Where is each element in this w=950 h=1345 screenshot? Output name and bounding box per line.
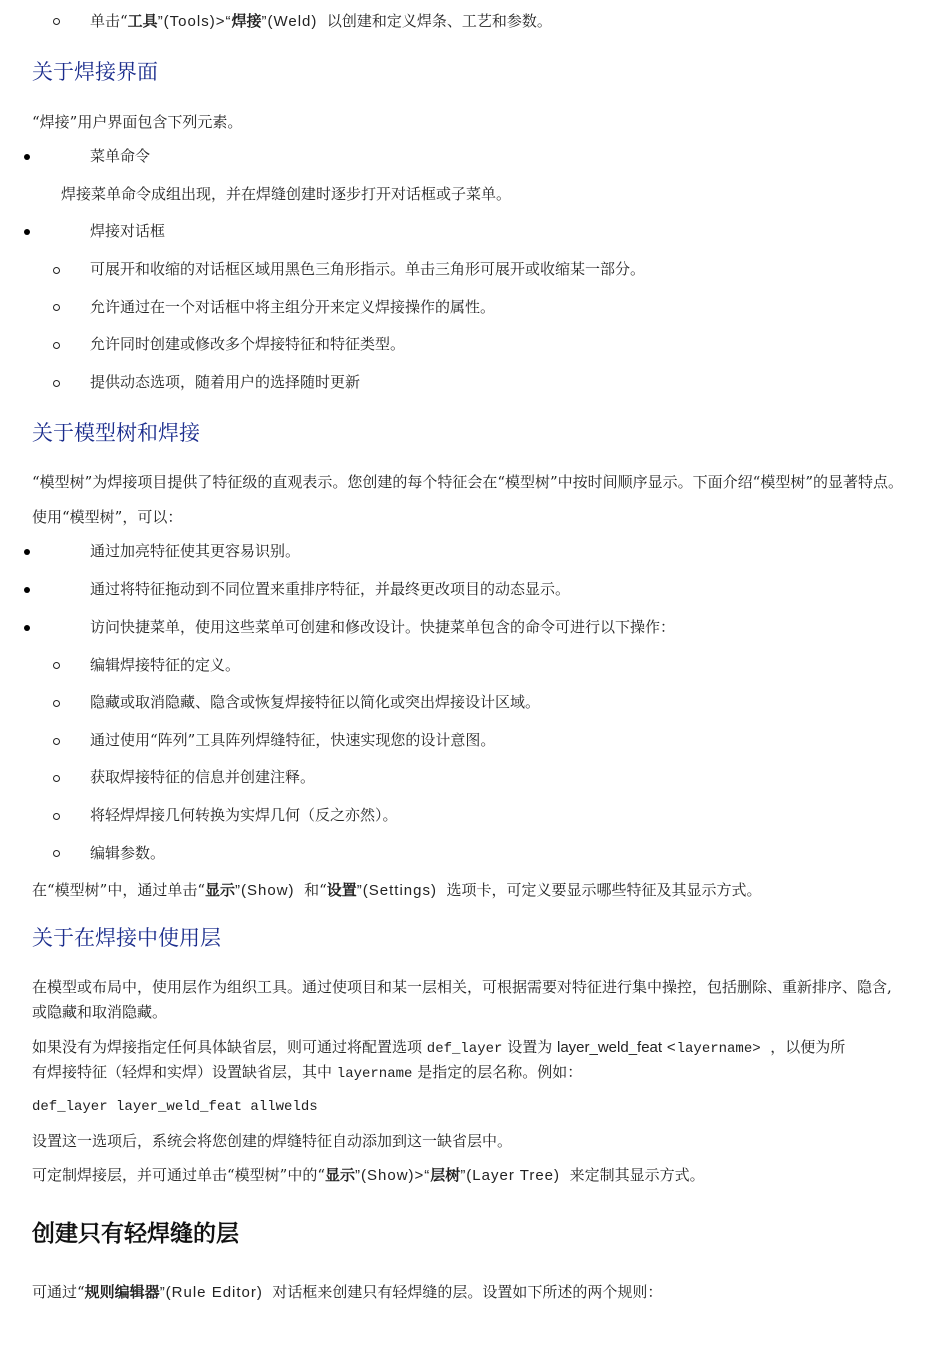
dialog-item: 允许通过在一个对话框中将主组分开来定义焊接操作的属性。 <box>90 298 496 316</box>
disc-bullet-icon <box>24 229 30 235</box>
shortcut-item: 获取焊接特征的信息并创建注释。 <box>90 768 316 786</box>
heading-light-weld-layer: 创建只有轻焊缝的层 <box>32 1221 239 1247</box>
circle-bullet-icon <box>53 342 60 349</box>
light-weld-para: 可通过“规则编辑器”(Rule Editor) 对话框来创建只有轻焊缝的层。设置如下所述的两个规则： <box>32 1283 663 1301</box>
weld-menu-label: 焊接 <box>231 12 262 30</box>
config-option-code: def_layer <box>426 1041 503 1057</box>
circle-bullet-icon <box>53 267 60 274</box>
dialog-item: 可展开和收缩的对话框区域用黑色三角形指示。单击三角形可展开或收缩某一部分。 <box>90 260 646 278</box>
circle-bullet-icon <box>53 700 60 707</box>
ui-intro: “焊接”用户界面包含下列元素。 <box>32 113 243 131</box>
dialog-item: 提供动态选项，随着用户的选择随时更新 <box>90 373 361 391</box>
layers-para2-line2: 有焊接特征（轻焊和实焊）设置缺省层，其中 layername 是指定的层名称。例如： <box>32 1063 583 1082</box>
bullet-menu-commands: 菜单命令 <box>90 147 151 165</box>
rule-editor-label: 规则编辑器 <box>84 1283 160 1301</box>
circle-bullet-icon <box>53 738 60 745</box>
tree-bullet: 通过将特征拖动到不同位置来重排序特征，并最终更改项目的动态显示。 <box>90 580 571 598</box>
layers-para1-line1: 在模型或布局中，使用层作为组织工具。通过使项目和某一层相关，可根据需要对特征进行集中操控，包括删除、重新排序、隐含, <box>32 978 892 996</box>
model-tree-intro: “模型树”为焊接项目提供了特征级的直观表示。您创建的每个特征会在“模型树”中按时间顺序显示。下面介绍“模型树”的显著特点。 <box>32 473 904 491</box>
shortcut-item: 隐藏或取消隐藏、隐含或恢复焊接特征以简化或突出焊接设计区域。 <box>90 693 541 711</box>
settings-tab-label: 设置 <box>326 881 357 899</box>
shortcut-item: 编辑焊接特征的定义。 <box>90 656 241 674</box>
model-tree-use: 使用“模型树”，可以： <box>32 508 183 526</box>
tools-menu-label: 工具 <box>127 12 158 30</box>
disc-bullet-icon <box>24 154 30 160</box>
layer-tree-label: 层树 <box>430 1166 461 1184</box>
shortcut-item: 编辑参数。 <box>90 844 166 862</box>
code-example: def_layer layer_weld_feat allwelds <box>32 1099 318 1115</box>
top-tools-weld-item: 单击“工具”(Tools)>“焊接”(Weld) 以创建和定义焊条、工艺和参数。 <box>90 12 552 30</box>
circle-bullet-icon <box>53 18 60 25</box>
layers-para1-line2: 或隐藏和取消隐藏。 <box>32 1003 168 1021</box>
show-settings-para: 在“模型树”中，通过单击“显示”(Show) 和“设置”(Settings) 选项卡，可定义要显示哪些特征及其显示方式。 <box>32 881 762 899</box>
shortcut-item: 通过使用“阵列”工具阵列焊缝特征，快速实现您的设计意图。 <box>90 731 496 749</box>
layers-para4: 可定制焊接层，并可通过单击“模型树”中的“显示”(Show)>“层树”(Layer Tree) 来定制其显示方式。 <box>32 1166 705 1184</box>
circle-bullet-icon <box>53 662 60 669</box>
tree-bullet: 通过加亮特征使其更容易识别。 <box>90 542 301 560</box>
layers-para2-line1: 如果没有为焊接指定任何具体缺省层，则可通过将配置选项 def_layer 设置为 layer_weld_feat <layername> ，以便为所 <box>32 1038 846 1057</box>
tree-bullet: 访问快捷菜单，使用这些菜单可创建和修改设计。快捷菜单包含的命令可进行以下操作： <box>90 618 676 636</box>
circle-bullet-icon <box>53 850 60 857</box>
show-tab-label: 显示 <box>205 881 236 899</box>
circle-bullet-icon <box>53 380 60 387</box>
circle-bullet-icon <box>53 813 60 820</box>
heading-model-tree: 关于模型树和焊接 <box>32 421 200 445</box>
disc-bullet-icon <box>24 625 30 631</box>
layers-para3: 设置这一选项后，系统会将您创建的焊缝特征自动添加到这一缺省层中。 <box>32 1132 513 1150</box>
circle-bullet-icon <box>53 775 60 782</box>
heading-layers: 关于在焊接中使用层 <box>32 926 221 950</box>
disc-bullet-icon <box>24 587 30 593</box>
shortcut-item: 将轻焊焊接几何转换为实焊几何（反之亦然）。 <box>90 806 398 824</box>
disc-bullet-icon <box>24 549 30 555</box>
bullet-weld-dialog: 焊接对话框 <box>90 222 166 240</box>
show-label: 显示 <box>325 1166 356 1184</box>
dialog-item: 允许同时创建或修改多个焊接特征和特征类型。 <box>90 335 406 353</box>
menu-commands-desc: 焊接菜单命令成组出现，并在焊缝创建时逐步打开对话框或子菜单。 <box>61 185 512 203</box>
circle-bullet-icon <box>53 304 60 311</box>
heading-weld-ui: 关于焊接界面 <box>32 60 158 84</box>
